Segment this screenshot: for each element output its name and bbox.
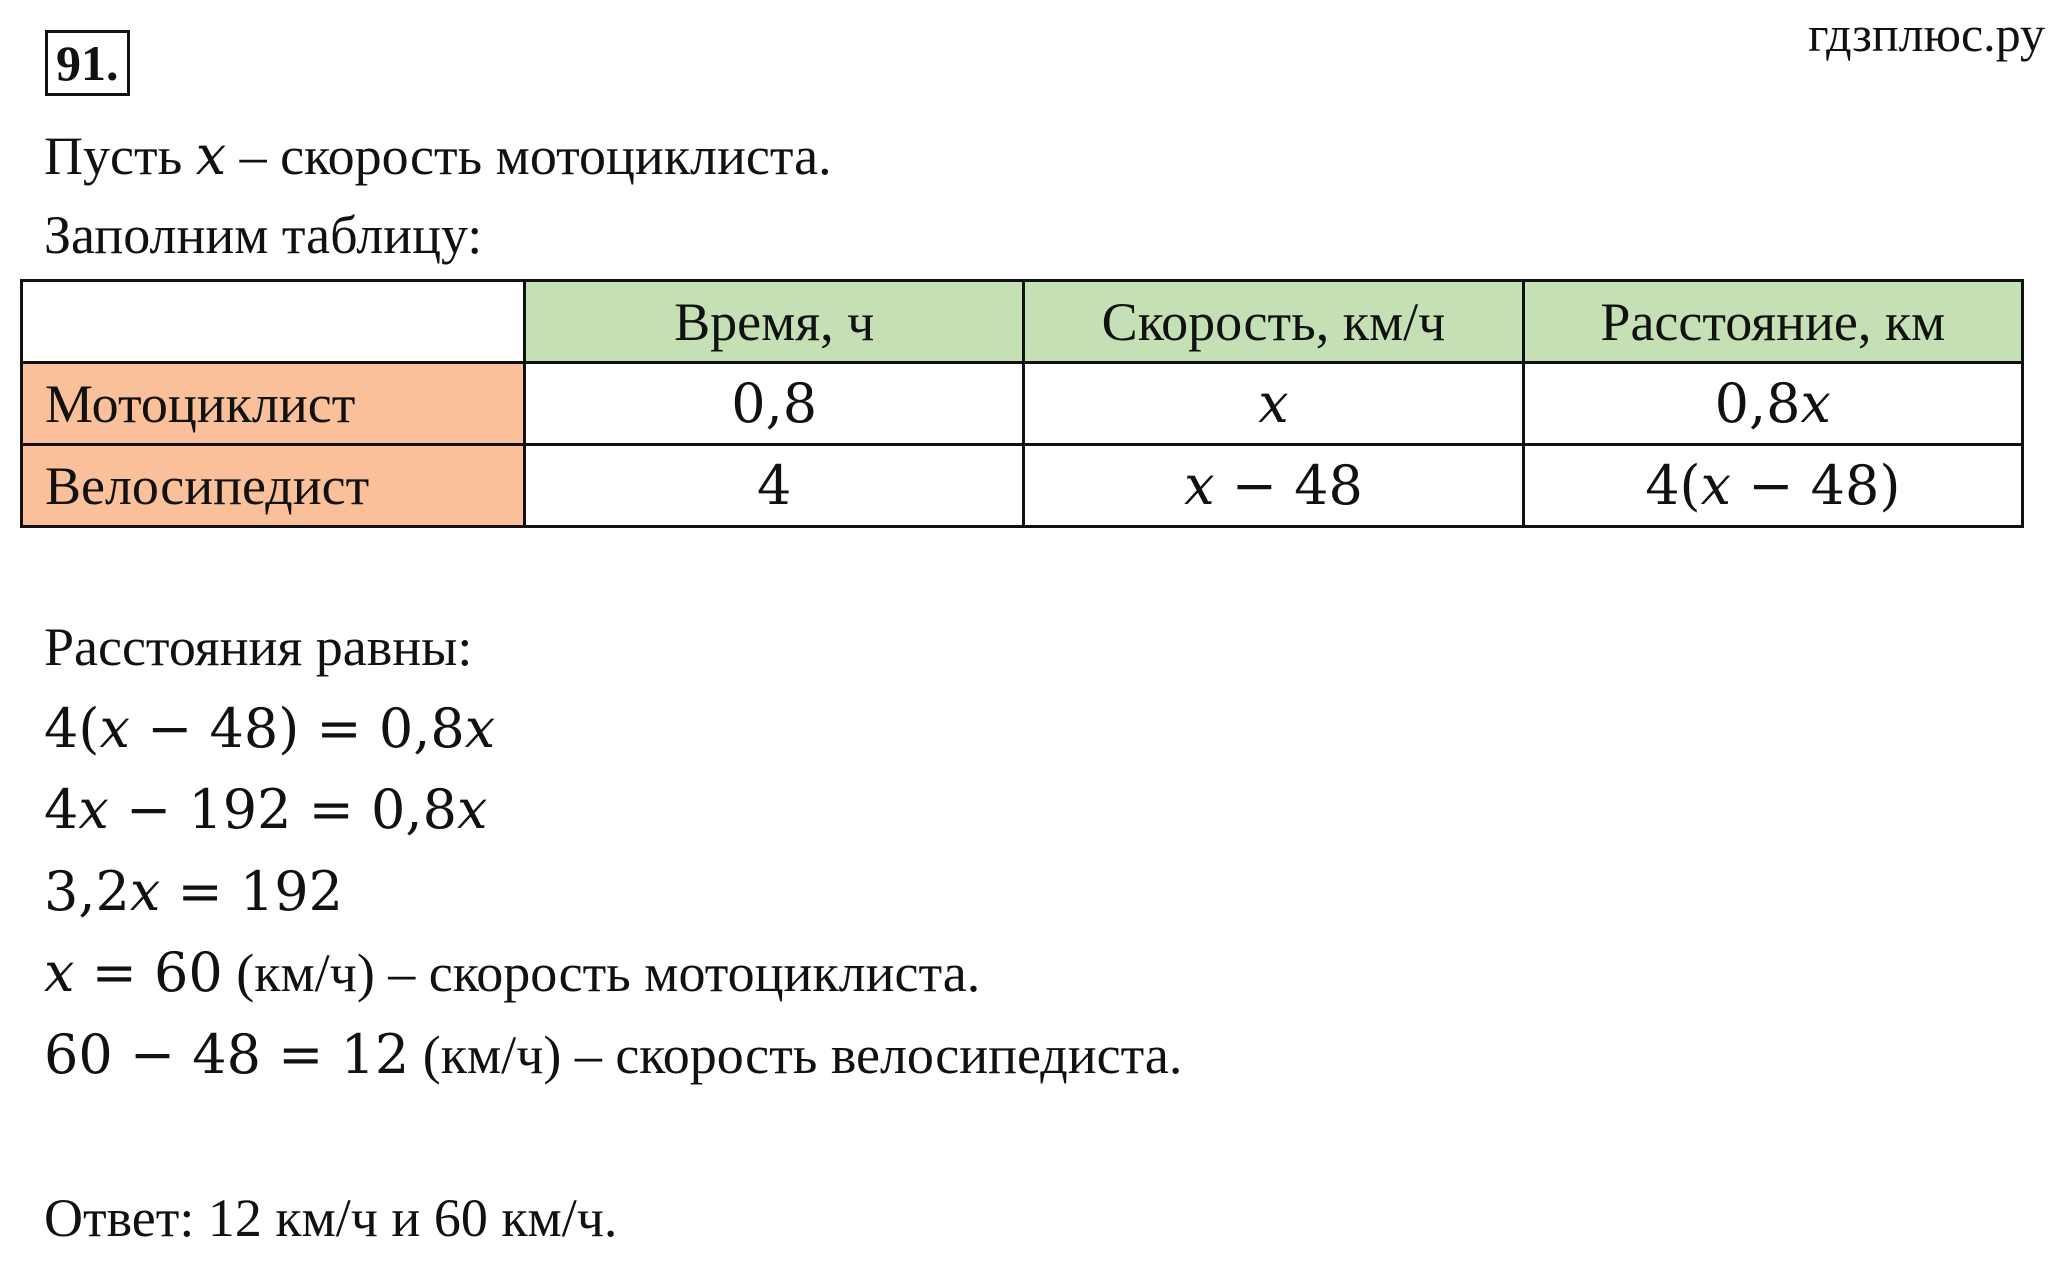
table-header-row: [22, 281, 2023, 363]
distances-equal-text: Расстояния равны:: [44, 617, 473, 677]
answer-line: Ответ: 12 км/ч и 60 км/ч.: [44, 1188, 618, 1248]
motorcyclist-distance: 0,8x: [1523, 363, 2022, 445]
cyclist-speed: x − 48: [1024, 445, 1523, 527]
intro-let-line: [44, 124, 832, 188]
header-speed: Скорость, км/ч: [1024, 281, 1523, 363]
table-row-motorcyclist: [22, 363, 2023, 445]
equation-5: 60 − 48 = 12 (км/ч) – скорость велосипедиста.: [44, 1023, 1183, 1086]
row-label-cyclist: Велосипедист: [22, 445, 525, 527]
watermark: гдзплюс.ру: [1808, 6, 2045, 62]
header-distance: Расстояние, км: [1523, 281, 2022, 363]
equation-4: x = 60 (км/ч) – скорость мотоциклиста.: [44, 941, 981, 1004]
cyclist-time: 4: [525, 445, 1024, 527]
header-time: Время, ч: [525, 281, 1024, 363]
cyclist-distance: 4(x − 48): [1523, 445, 2022, 527]
equation-3: 3,2x = 192: [44, 860, 344, 923]
fill-table: [20, 279, 2024, 528]
intro-let-var: x: [195, 124, 227, 187]
table-row-cyclist: [22, 445, 2023, 527]
equation-1: 4(x − 48) = 0,8x: [44, 697, 496, 760]
table-corner-cell: [22, 281, 525, 363]
intro-let-pre: Пусть: [44, 126, 196, 186]
row-label-motorcyclist: Мотоциклист: [22, 363, 525, 445]
problem-number: 91.: [45, 30, 130, 96]
equation-2: 4x − 192 = 0,8x: [44, 778, 488, 841]
intro-let-post: – скорость мотоциклиста.: [226, 126, 832, 186]
motorcyclist-time: 0,8: [525, 363, 1024, 445]
intro-fill-line: Заполним таблицу:: [44, 205, 483, 265]
motorcyclist-speed: x: [1024, 363, 1523, 445]
